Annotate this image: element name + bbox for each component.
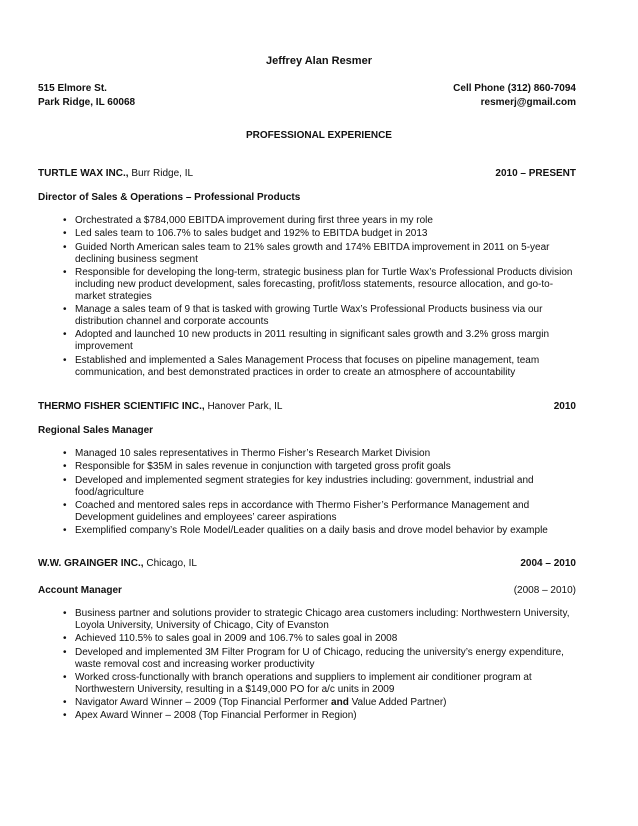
section-title: PROFESSIONAL EXPERIENCE xyxy=(246,130,392,141)
bullet-item: • Coached and mentored sales reps in accordance with Thermo Fisher’s Performance Management and Development guidelines and employees’ career aspirations xyxy=(63,500,583,524)
contact-email[interactable]: resmerj@gmail.com xyxy=(480,97,576,108)
bullet-item: • Developed and implemented 3M Filter Program for U of Chicago, reducing the university’s energy expenditure, waste removal cost and increasing worker productivity xyxy=(63,647,583,671)
bullet-item: • Guided North American sales team to 21% sales growth and 174% EBITDA improvement in 2011 on 5-year declining business segment xyxy=(63,242,583,266)
company-location: Hanover Park, IL xyxy=(204,401,283,412)
bullet-item: • Orchestrated a $784,000 EBITDA improvement during first three years in my role xyxy=(63,215,583,227)
bullet-item: • Managed 10 sales representatives in Thermo Fisher’s Research Market Division xyxy=(63,448,583,460)
bullet-item: • Responsible for $35M in sales revenue in conjunction with targeted gross profit goals xyxy=(63,461,583,473)
job-dates: 2004 – 2010 xyxy=(520,558,576,569)
role-title: Director of Sales & Operations – Professional Products xyxy=(38,192,301,203)
company-name: TURTLE WAX INC., xyxy=(38,168,129,179)
bullet-text: Navigator Award Winner – 2009 (Top Financial Performer xyxy=(75,697,332,709)
bullet-item: • Exemplified company’s Role Model/Leader qualities on a daily basis and drove model behavior by example xyxy=(63,525,583,537)
company-name: W.W. GRAINGER INC., xyxy=(38,558,144,569)
company-location: Burr Ridge, IL xyxy=(128,168,194,179)
bullet-item: • Worked cross-functionally with branch operations and suppliers to implement air conditioner program at Northwestern University, resulting in a $149,000 PO for a/c units in 2009 xyxy=(63,672,583,696)
job-dates: 2010 xyxy=(553,401,576,412)
job-heading xyxy=(38,401,282,412)
bullet-item: • Business partner and solutions provider to strategic Chicago area customers including: Northwestern University, Loyola University, University of Chicago, City of Evanston xyxy=(63,608,583,632)
resume-name: Jeffrey Alan Resmer xyxy=(266,55,372,67)
bullet-item: • Developed and implemented segment strategies for key industries including: government, industrial and food/agriculture xyxy=(63,475,583,499)
bullet-list xyxy=(63,608,583,724)
company-name: THERMO FISHER SCIENTIFIC INC., xyxy=(38,401,205,412)
job-heading xyxy=(38,558,197,569)
bullet-item: • Established and implemented a Sales Management Process that focuses on pipeline management, team communication, and best demonstrated practices in order to create an atmosphere of accountability xyxy=(63,355,583,379)
bullet-item xyxy=(63,710,583,722)
bullet-item: • Led sales team to 106.7% to sales budget and 192% to EBITDA budget in 2013 xyxy=(63,228,583,240)
address-street: 515 Elmore St. xyxy=(38,83,107,94)
role-title: Account Manager xyxy=(38,585,122,596)
bullet-text: Apex Award Winner – 2008 (Top Financial Performer in Region) xyxy=(75,710,357,722)
role-title: Regional Sales Manager xyxy=(38,425,154,436)
bullet-list xyxy=(63,215,583,380)
bullet-item xyxy=(63,697,583,709)
job-dates: 2010 – PRESENT xyxy=(495,168,576,179)
bullet-item: • Manage a sales team of 9 that is tasked with growing Turtle Wax’s Professional Products business via our distribution channel and corporate accounts xyxy=(63,304,583,328)
bullet-item: • Responsible for developing the long-term, strategic business plan for Turtle Wax’s Professional Products division including new product development, sales forecasting, profit/loss statements, resource allocation, and go-to-market strategies xyxy=(63,267,583,303)
bullet-list xyxy=(63,448,583,538)
company-location: Chicago, IL xyxy=(143,558,197,569)
bullet-text: Value Added Partner) xyxy=(348,697,447,709)
bullet-item: • Adopted and launched 10 new products in 2011 resulting in significant sales growth and 3.2% gross margin improvement xyxy=(63,329,583,353)
contact-phone: Cell Phone (312) 860-7094 xyxy=(453,83,576,94)
role-dates: (2008 – 2010) xyxy=(513,585,576,596)
bullet-bold-text: and xyxy=(331,697,349,709)
job-heading xyxy=(38,168,193,179)
address-city: Park Ridge, IL 60068 xyxy=(38,97,136,108)
bullet-item: • Achieved 110.5% to sales goal in 2009 and 106.7% to sales goal in 2008 xyxy=(63,633,583,645)
